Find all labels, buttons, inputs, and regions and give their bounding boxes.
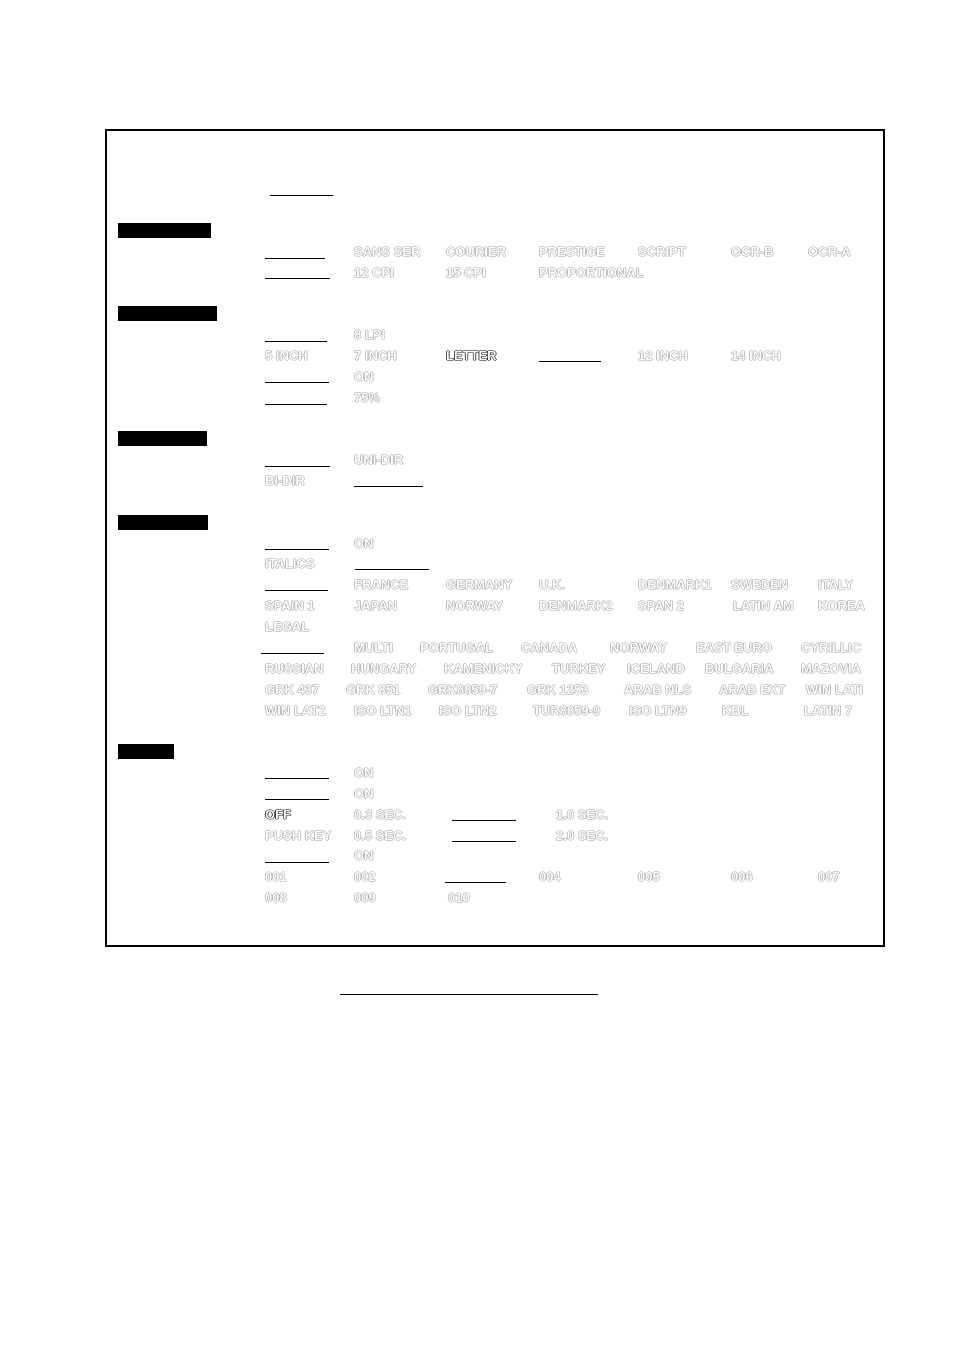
number-option[interactable]: 002 bbox=[354, 869, 376, 884]
section-header-page bbox=[118, 306, 217, 321]
intl-option[interactable]: FRANCE bbox=[354, 577, 409, 592]
blank-field bbox=[265, 466, 330, 467]
font-option[interactable]: OCR-A bbox=[808, 244, 851, 259]
form-on-option[interactable]: ON bbox=[354, 369, 374, 384]
blank-field bbox=[265, 404, 327, 405]
codepage-option[interactable]: CANADA bbox=[521, 640, 578, 655]
number-option[interactable]: 004 bbox=[539, 869, 561, 884]
codepage-option[interactable]: TUR8859-9 bbox=[533, 703, 601, 718]
codepage-option[interactable]: NORWAY bbox=[610, 640, 668, 655]
section-header-char bbox=[118, 515, 208, 530]
number-option[interactable]: 009 bbox=[354, 890, 376, 905]
blank-field bbox=[270, 195, 333, 196]
blank-field bbox=[452, 820, 516, 821]
codepage-option[interactable]: MAZOVIA bbox=[801, 661, 861, 676]
page-length-option[interactable]: LETTER bbox=[446, 348, 497, 363]
codepage-option[interactable]: ARAB NLS bbox=[624, 682, 692, 697]
intl-option[interactable]: LATIN AM bbox=[733, 598, 794, 613]
blank-field bbox=[265, 799, 329, 800]
pitch-option[interactable]: PROPORTIONAL bbox=[539, 265, 644, 280]
blank-field bbox=[265, 549, 329, 550]
intl-option[interactable]: LEGAL bbox=[265, 619, 310, 634]
codepage-option[interactable]: TURKEY bbox=[552, 661, 606, 676]
number-option[interactable]: 007 bbox=[818, 869, 840, 884]
section-header-font bbox=[118, 223, 211, 238]
blank-field bbox=[354, 486, 423, 487]
section-header-other bbox=[118, 744, 174, 759]
intl-option[interactable]: DENMARK1 bbox=[638, 577, 712, 592]
number-option[interactable]: 005 bbox=[638, 869, 660, 884]
blank-field bbox=[261, 653, 324, 654]
blank-field bbox=[355, 569, 429, 570]
direction-option[interactable]: BI-DIR bbox=[265, 473, 305, 488]
blank-field bbox=[265, 778, 329, 779]
codepage-option[interactable]: BULGARIA bbox=[705, 661, 774, 676]
codepage-option[interactable]: ISO LTN1 bbox=[354, 703, 412, 718]
timer-option[interactable]: PUSH KEY bbox=[265, 828, 332, 843]
codepage-option[interactable]: GRK 1253 bbox=[527, 682, 589, 697]
codepage-option[interactable]: PORTUGAL bbox=[420, 640, 493, 655]
blank-field bbox=[265, 278, 330, 279]
blank-field bbox=[265, 382, 329, 383]
codepage-option[interactable]: WIN LAT2 bbox=[265, 703, 326, 718]
other-on-option[interactable]: ON bbox=[354, 786, 374, 801]
char-on-option[interactable]: ON bbox=[354, 536, 374, 551]
blank-field bbox=[265, 258, 325, 259]
codepage-option[interactable]: GRK8859-7 bbox=[428, 682, 498, 697]
number-option[interactable]: 010 bbox=[448, 890, 470, 905]
section-header-print bbox=[118, 431, 207, 446]
blank-field bbox=[452, 841, 516, 842]
timer-option[interactable]: 2.0 SEC. bbox=[556, 828, 609, 843]
codepage-option[interactable]: ISO LTN9 bbox=[629, 703, 687, 718]
codepage-option[interactable]: GRK 851 bbox=[346, 682, 401, 697]
blank-field bbox=[539, 361, 601, 362]
number-option[interactable]: 008 bbox=[265, 890, 287, 905]
intl-option[interactable]: U.K. bbox=[539, 577, 565, 592]
number-option[interactable]: 006 bbox=[731, 869, 753, 884]
timer-option[interactable]: 0.5 SEC. bbox=[354, 828, 407, 843]
codepage-option[interactable]: RUSSIAN bbox=[265, 661, 324, 676]
codepage-option[interactable]: KBL bbox=[722, 703, 749, 718]
codepage-option[interactable]: ICELAND bbox=[627, 661, 685, 676]
codepage-option[interactable]: HUNGARY bbox=[351, 661, 417, 676]
page-length-option[interactable]: 12 INCH bbox=[638, 348, 688, 363]
codepage-option[interactable]: LATIN 7 bbox=[804, 703, 853, 718]
direction-option[interactable]: UNI-DIR bbox=[354, 452, 404, 467]
font-option[interactable]: OCR-B bbox=[731, 244, 774, 259]
blank-field bbox=[445, 882, 506, 883]
font-option[interactable]: SCRIPT bbox=[638, 244, 686, 259]
font-option[interactable]: SANS SER bbox=[354, 244, 421, 259]
other-on-option[interactable]: ON bbox=[354, 848, 374, 863]
page-length-option[interactable]: 14 INCH bbox=[731, 348, 781, 363]
codepage-option[interactable]: ISO LTN2 bbox=[439, 703, 497, 718]
intl-option[interactable]: SPAIN 1 bbox=[265, 598, 315, 613]
intl-option[interactable]: GERMANY bbox=[446, 577, 513, 592]
timer-option[interactable]: 1.0 SEC. bbox=[556, 807, 609, 822]
percent-option[interactable]: 75% bbox=[354, 390, 381, 405]
intl-option[interactable]: NORWAY bbox=[446, 598, 504, 613]
intl-option[interactable]: ITALY bbox=[818, 577, 854, 592]
codepage-option[interactable]: ARAB EXT bbox=[719, 682, 786, 697]
blank-field bbox=[265, 862, 329, 863]
italics-option[interactable]: ITALICS bbox=[265, 556, 315, 571]
intl-option[interactable]: SPAN 2 bbox=[638, 598, 684, 613]
timer-option[interactable]: OFF bbox=[265, 807, 291, 822]
codepage-option[interactable]: EAST EURO bbox=[696, 640, 772, 655]
intl-option[interactable]: SWEDEN bbox=[731, 577, 789, 592]
intl-option[interactable]: DENMARK2 bbox=[539, 598, 613, 613]
font-option[interactable]: COURIER bbox=[446, 244, 506, 259]
blank-field bbox=[265, 590, 328, 591]
codepage-option[interactable]: MULTI bbox=[354, 640, 393, 655]
blank-field bbox=[265, 341, 327, 342]
page-length-option[interactable]: 7 INCH bbox=[354, 348, 397, 363]
number-option[interactable]: 001 bbox=[265, 869, 287, 884]
intl-option[interactable]: JAPAN bbox=[354, 598, 398, 613]
page-length-option[interactable]: 5 INCH bbox=[265, 348, 308, 363]
intl-option[interactable]: KOREA bbox=[818, 598, 865, 613]
other-on-option[interactable]: ON bbox=[354, 765, 374, 780]
timer-option[interactable]: 0.3 SEC. bbox=[354, 807, 407, 822]
font-option[interactable]: PRESTIGE bbox=[539, 244, 605, 259]
codepage-option[interactable]: CYRILLIC bbox=[801, 640, 861, 655]
pitch-option[interactable]: 12 CPI bbox=[354, 265, 394, 280]
footer-line bbox=[340, 994, 598, 995]
pitch-option[interactable]: 15 CPI bbox=[446, 265, 486, 280]
codepage-option[interactable]: WIN LATI bbox=[806, 682, 863, 697]
codepage-option[interactable]: GRK 437 bbox=[265, 682, 320, 697]
codepage-option[interactable]: KAMENICKY bbox=[444, 661, 523, 676]
lpi-option[interactable]: 8 LPI bbox=[354, 327, 386, 342]
